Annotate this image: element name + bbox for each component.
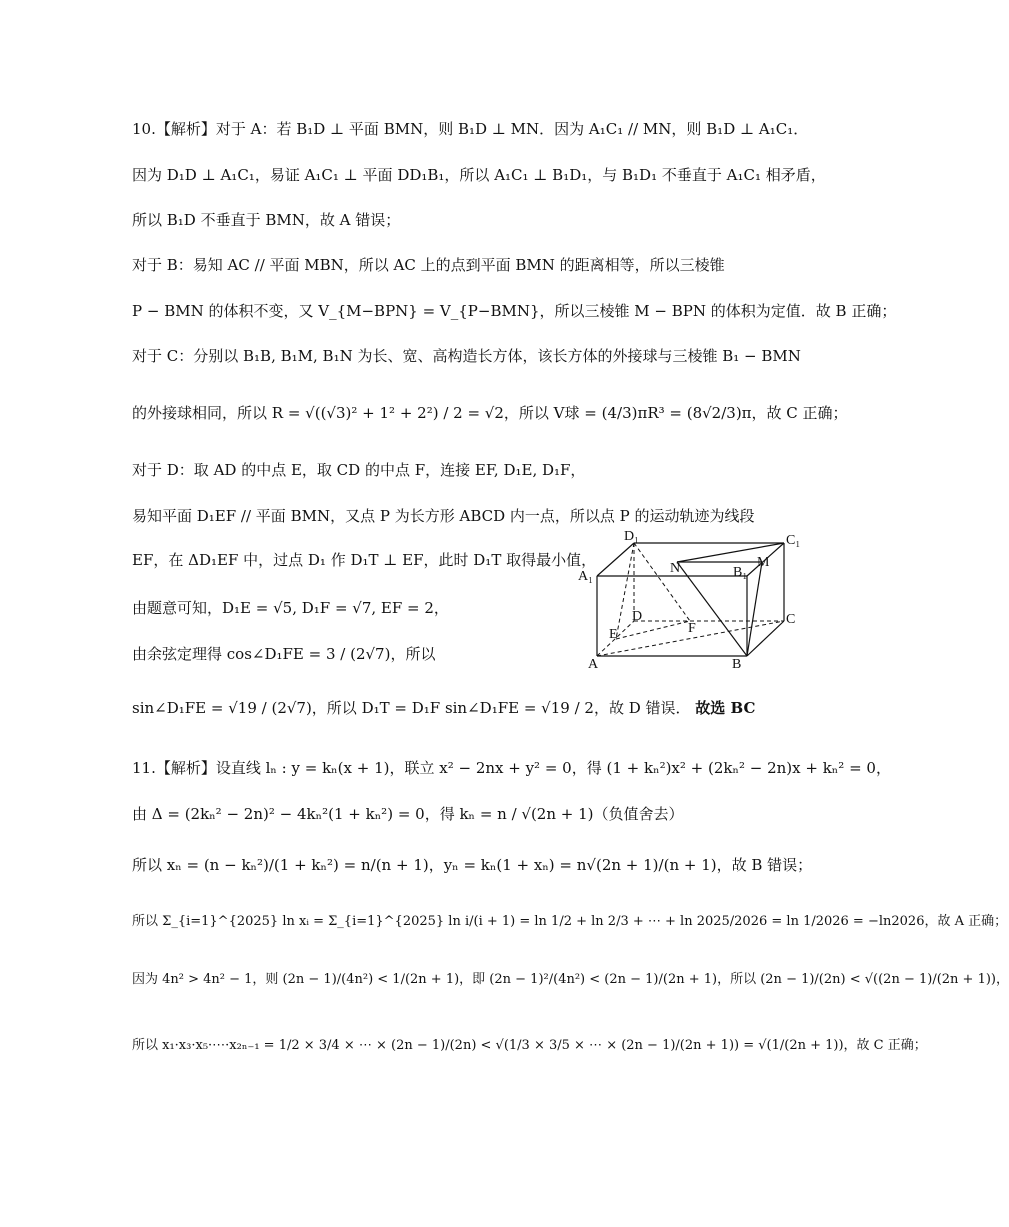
solution-10-line-13-text: sin∠D₁FE = √19 / (2√7)，所以 D₁T = D₁F sin∠D₁FE = √19 / 2，故 D 错误． — [132, 699, 691, 717]
label-b1: B₁ — [733, 565, 748, 580]
solution-11-line-5: 因为 4n² > 4n² − 1，则 (2n − 1)/(4n²) < 1/(2n + 1)，即 (2n − 1)²/(4n²) < (2n − 1)/(2n + 1)，所以 (2n − 1)/(2n) < √((2n − 1)/(2n + 1))， — [132, 972, 1009, 987]
solution-11-line-6: 所以 x₁·x₃·x₅·⋯·x₂ₙ₋₁ = 1/2 × 3/4 × ⋯ × (2n − 1)/(2n) < √(1/3 × 3/5 × ⋯ × (2n − 1)/(2n + 1)) = √(1/(2n + 1))，故 C 正确； — [132, 1038, 927, 1053]
solution-11-line-4: 所以 Σ_{i=1}^{2025} ln xᵢ = Σ_{i=1}^{2025} ln i/(i + 1) = ln 1/2 + ln 2/3 + ⋯ + ln 2025/2026 = ln 1/2026 = −ln2026，故 A 正确； — [132, 914, 1008, 929]
label-d: D — [632, 609, 643, 624]
solution-11-line-2: 由 Δ = (2kₙ² − 2n)² − 4kₙ²(1 + kₙ²) = 0，得 kₙ = n / √(2n + 1)（负值舍去） — [132, 805, 684, 823]
solution-11-line-3: 所以 xₙ = (n − kₙ²)/(1 + kₙ²) = n/(n + 1)，yₙ = kₙ(1 + xₙ) = n√(2n + 1)/(n + 1)，故 B 错误； — [132, 856, 813, 874]
label-a1: A₁ — [578, 569, 593, 584]
solution-10-line-8: 对于 D：取 AD 的中点 E，取 CD 的中点 F，连接 EF, D₁E, D₁F， — [132, 461, 586, 479]
solution-10-line-10: EF，在 ΔD₁EF 中，过点 D₁ 作 D₁T ⊥ EF，此时 D₁T 取得最小值， — [132, 551, 597, 569]
label-f: F — [688, 621, 696, 636]
solution-10-line-6: 对于 C：分别以 B₁B, B₁M, B₁N 为长、宽、高构造长方体，该长方体的外接球与三棱锥 B₁ − BMN — [132, 347, 801, 365]
label-c1: C₁ — [786, 533, 801, 548]
solution-10-line-9: 易知平面 D₁EF // 平面 BMN，又点 P 为长方形 ABCD 内一点，所以点 P 的运动轨迹为线段 — [132, 507, 755, 525]
label-b: B — [732, 657, 742, 672]
solution-10-line-12: 由余弦定理得 cos∠D₁FE = 3 / (2√7)，所以 — [132, 645, 436, 663]
label-n: N — [670, 561, 681, 576]
solution-10-line-3: 所以 B₁D 不垂直于 BMN，故 A 错误； — [132, 211, 401, 229]
final-answer: 故选 BC — [695, 699, 756, 717]
label-m: M — [757, 555, 770, 570]
solution-10-line-2: 因为 D₁D ⊥ A₁C₁，易证 A₁C₁ ⊥ 平面 DD₁B₁，所以 A₁C₁ ⊥ B₁D₁，与 B₁D₁ 不垂直于 A₁C₁ 相矛盾， — [132, 166, 826, 184]
solution-10-line-1: 10.【解析】对于 A：若 B₁D ⊥ 平面 BMN，则 B₁D ⊥ MN．因为 A₁C₁ // MN，则 B₁D ⊥ A₁C₁． — [132, 120, 809, 138]
label-a: A — [588, 657, 599, 672]
label-c: C — [786, 612, 796, 627]
cuboid-figure — [572, 528, 802, 678]
label-d1: D₁ — [624, 529, 639, 544]
solution-11-line-1: 11.【解析】设直线 lₙ : y = kₙ(x + 1)，联立 x² − 2nx + y² = 0，得 (1 + kₙ²)x² + (2kₙ² − 2n)x + kₙ² = 0， — [132, 759, 891, 777]
label-e: E — [609, 627, 618, 642]
solution-10-line-7: 的外接球相同，所以 R = √((√3)² + 1² + 2²) / 2 = √2，所以 V球 = (4/3)πR³ = (8√2/3)π，故 C 正确； — [132, 404, 848, 422]
solution-10-line-4: 对于 B：易知 AC // 平面 MBN，所以 AC 上的点到平面 BMN 的距离相等，所以三棱锥 — [132, 256, 725, 274]
solution-10-line-11: 由题意可知，D₁E = √5, D₁F = √7, EF = 2， — [132, 599, 449, 617]
solution-10-line-13 — [132, 697, 755, 719]
solution-10-line-5: P − BMN 的体积不变，又 V_{M−BPN} = V_{P−BMN}，所以三棱锥 M − BPN 的体积为定值．故 B 正确； — [132, 302, 897, 320]
